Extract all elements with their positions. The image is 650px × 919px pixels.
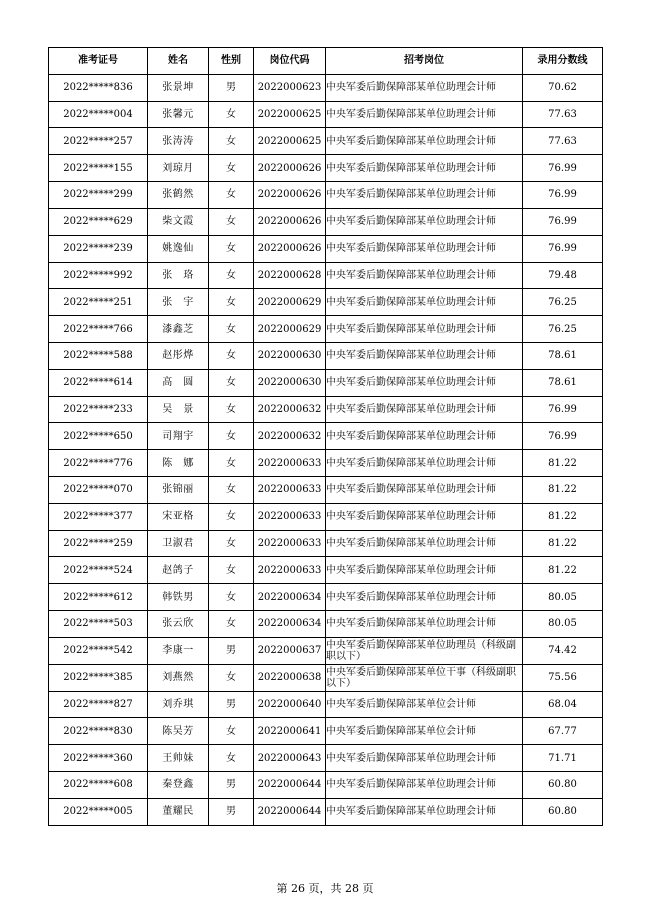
cell-position: 中央军委后勤保障部某单位助理会计师	[326, 423, 523, 450]
cell-exam-id: 2022*****360	[49, 745, 148, 772]
cell-exam-id: 2022*****836	[49, 74, 148, 101]
cell-exam-id: 2022*****542	[49, 637, 148, 664]
cell-exam-id: 2022*****629	[49, 208, 148, 235]
table-row	[49, 477, 603, 504]
cell-gender: 女	[209, 477, 254, 504]
cell-exam-id: 2022*****588	[49, 342, 148, 369]
cell-name: 宋亚格	[148, 503, 209, 530]
cell-position: 中央军委后勤保障部某单位助理会计师	[326, 584, 523, 611]
cell-exam-id: 2022*****614	[49, 369, 148, 396]
cell-gender: 女	[209, 262, 254, 289]
cell-position-code: 2022000644	[254, 798, 326, 825]
cell-name: 张 宇	[148, 289, 209, 316]
header-code: 岗位代码	[254, 48, 326, 75]
cell-gender: 女	[209, 155, 254, 182]
cell-position: 中央军委后勤保障部某单位会计师	[326, 691, 523, 718]
cell-gender: 女	[209, 235, 254, 262]
cell-name: 柴文霞	[148, 208, 209, 235]
cell-exam-id: 2022*****992	[49, 262, 148, 289]
cell-exam-id: 2022*****005	[49, 798, 148, 825]
cell-name: 张鹤然	[148, 182, 209, 209]
cell-name: 董耀民	[148, 798, 209, 825]
cell-score: 80.05	[523, 611, 603, 638]
cell-gender: 女	[209, 316, 254, 343]
cell-position-code: 2022000626	[254, 235, 326, 262]
cell-position-code: 2022000632	[254, 423, 326, 450]
cell-position-code: 2022000633	[254, 557, 326, 584]
cell-gender: 男	[209, 74, 254, 101]
table-row	[49, 235, 603, 262]
table-row	[49, 718, 603, 745]
cell-name: 张涛涛	[148, 128, 209, 155]
cell-name: 张景坤	[148, 74, 209, 101]
cell-gender: 男	[209, 798, 254, 825]
cell-exam-id: 2022*****827	[49, 691, 148, 718]
cell-score: 76.99	[523, 155, 603, 182]
cell-gender: 女	[209, 584, 254, 611]
table-row	[49, 342, 603, 369]
cell-gender: 女	[209, 450, 254, 477]
cell-score: 76.99	[523, 235, 603, 262]
cell-exam-id: 2022*****385	[49, 664, 148, 691]
table-row	[49, 798, 603, 825]
cell-gender: 男	[209, 637, 254, 664]
cell-position: 中央军委后勤保障部某单位助理会计师	[326, 262, 523, 289]
cell-gender: 女	[209, 664, 254, 691]
cell-gender: 女	[209, 369, 254, 396]
cell-gender: 男	[209, 771, 254, 798]
cell-position: 中央军委后勤保障部某单位助理会计师	[326, 557, 523, 584]
cell-name: 高 圆	[148, 369, 209, 396]
table-row	[49, 450, 603, 477]
cell-exam-id: 2022*****608	[49, 771, 148, 798]
header-gender: 性别	[209, 48, 254, 75]
cell-name: 韩铁男	[148, 584, 209, 611]
cell-exam-id: 2022*****503	[49, 611, 148, 638]
page-footer: 第 26 页，共 28 页	[276, 882, 374, 895]
cell-score: 77.63	[523, 128, 603, 155]
cell-position: 中央军委后勤保障部某单位干事（科级副职以下）	[326, 664, 523, 691]
cell-position: 中央军委后勤保障部某单位助理会计师	[326, 745, 523, 772]
results-table	[48, 47, 603, 826]
cell-exam-id: 2022*****650	[49, 423, 148, 450]
cell-position-code: 2022000637	[254, 637, 326, 664]
cell-score: 79.48	[523, 262, 603, 289]
cell-gender: 女	[209, 182, 254, 209]
cell-position-code: 2022000625	[254, 101, 326, 128]
cell-position-code: 2022000633	[254, 450, 326, 477]
cell-position-code: 2022000634	[254, 611, 326, 638]
cell-score: 67.77	[523, 718, 603, 745]
cell-gender: 女	[209, 423, 254, 450]
table-row	[49, 369, 603, 396]
table-row	[49, 262, 603, 289]
table-row	[49, 664, 603, 691]
cell-score: 78.61	[523, 342, 603, 369]
cell-score: 60.80	[523, 798, 603, 825]
cell-name: 张云欣	[148, 611, 209, 638]
cell-gender: 女	[209, 530, 254, 557]
cell-name: 秦登鑫	[148, 771, 209, 798]
header-position: 招考岗位	[326, 48, 523, 75]
cell-gender: 女	[209, 396, 254, 423]
cell-position: 中央军委后勤保障部某单位助理会计师	[326, 208, 523, 235]
table-row	[49, 530, 603, 557]
cell-score: 76.99	[523, 396, 603, 423]
table-row	[49, 503, 603, 530]
table-row	[49, 637, 603, 664]
cell-exam-id: 2022*****257	[49, 128, 148, 155]
cell-name: 张锦丽	[148, 477, 209, 504]
cell-position: 中央军委后勤保障部某单位助理会计师	[326, 74, 523, 101]
table-row	[49, 423, 603, 450]
cell-name: 漆鑫芝	[148, 316, 209, 343]
cell-score: 70.62	[523, 74, 603, 101]
cell-gender: 女	[209, 208, 254, 235]
cell-position: 中央军委后勤保障部某单位助理会计师	[326, 530, 523, 557]
cell-name: 张 珞	[148, 262, 209, 289]
cell-position: 中央军委后勤保障部某单位助理会计师	[326, 128, 523, 155]
cell-score: 75.56	[523, 664, 603, 691]
table-row	[49, 691, 603, 718]
cell-gender: 女	[209, 128, 254, 155]
cell-name: 刘乔琪	[148, 691, 209, 718]
cell-exam-id: 2022*****299	[49, 182, 148, 209]
cell-position: 中央军委后勤保障部某单位助理会计师	[326, 182, 523, 209]
cell-score: 76.99	[523, 182, 603, 209]
cell-score: 76.25	[523, 289, 603, 316]
table-row	[49, 396, 603, 423]
cell-position-code: 2022000641	[254, 718, 326, 745]
table-row	[49, 182, 603, 209]
cell-gender: 女	[209, 745, 254, 772]
table-row	[49, 557, 603, 584]
cell-score: 81.22	[523, 477, 603, 504]
cell-position: 中央军委后勤保障部某单位助理会计师	[326, 611, 523, 638]
cell-position: 中央军委后勤保障部某单位助理会计师	[326, 477, 523, 504]
header-score: 录用分数线	[523, 48, 603, 75]
cell-position-code: 2022000633	[254, 477, 326, 504]
cell-name: 赵彤烨	[148, 342, 209, 369]
cell-position-code: 2022000630	[254, 342, 326, 369]
cell-score: 78.61	[523, 369, 603, 396]
cell-gender: 女	[209, 503, 254, 530]
cell-position: 中央军委后勤保障部某单位助理会计师	[326, 503, 523, 530]
table-row	[49, 584, 603, 611]
cell-score: 68.04	[523, 691, 603, 718]
cell-score: 81.22	[523, 450, 603, 477]
cell-position: 中央军委后勤保障部某单位助理会计师	[326, 289, 523, 316]
cell-exam-id: 2022*****251	[49, 289, 148, 316]
cell-position-code: 2022000628	[254, 262, 326, 289]
cell-position: 中央军委后勤保障部某单位助理会计师	[326, 771, 523, 798]
cell-position-code: 2022000626	[254, 155, 326, 182]
cell-name: 刘燕然	[148, 664, 209, 691]
cell-name: 李康一	[148, 637, 209, 664]
table-row	[49, 771, 603, 798]
cell-exam-id: 2022*****524	[49, 557, 148, 584]
cell-exam-id: 2022*****070	[49, 477, 148, 504]
cell-score: 76.25	[523, 316, 603, 343]
cell-score: 81.22	[523, 503, 603, 530]
cell-score: 80.05	[523, 584, 603, 611]
table-row	[49, 745, 603, 772]
cell-score: 77.63	[523, 101, 603, 128]
cell-position-code: 2022000643	[254, 745, 326, 772]
cell-position: 中央军委后勤保障部某单位会计师	[326, 718, 523, 745]
cell-name: 陈 娜	[148, 450, 209, 477]
cell-position-code: 2022000629	[254, 316, 326, 343]
cell-position: 中央军委后勤保障部某单位助理会计师	[326, 155, 523, 182]
cell-exam-id: 2022*****239	[49, 235, 148, 262]
cell-position-code: 2022000626	[254, 182, 326, 209]
cell-name: 赵鸽子	[148, 557, 209, 584]
table-row	[49, 611, 603, 638]
cell-position: 中央军委后勤保障部某单位助理会计师	[326, 396, 523, 423]
cell-score: 81.22	[523, 530, 603, 557]
cell-name: 王帅妹	[148, 745, 209, 772]
cell-name: 吴 景	[148, 396, 209, 423]
cell-exam-id: 2022*****377	[49, 503, 148, 530]
cell-exam-id: 2022*****233	[49, 396, 148, 423]
cell-exam-id: 2022*****155	[49, 155, 148, 182]
cell-gender: 男	[209, 691, 254, 718]
cell-name: 陈吴芳	[148, 718, 209, 745]
cell-score: 81.22	[523, 557, 603, 584]
table-row	[49, 101, 603, 128]
cell-exam-id: 2022*****830	[49, 718, 148, 745]
cell-position-code: 2022000633	[254, 530, 326, 557]
cell-score: 71.71	[523, 745, 603, 772]
cell-position-code: 2022000626	[254, 208, 326, 235]
cell-position: 中央军委后勤保障部某单位助理会计师	[326, 235, 523, 262]
cell-name: 司翔宇	[148, 423, 209, 450]
cell-score: 76.99	[523, 423, 603, 450]
cell-name: 姚逸仙	[148, 235, 209, 262]
cell-name: 卫淑君	[148, 530, 209, 557]
cell-gender: 女	[209, 101, 254, 128]
cell-position-code: 2022000644	[254, 771, 326, 798]
cell-position-code: 2022000638	[254, 664, 326, 691]
header-id: 准考证号	[49, 48, 148, 75]
cell-gender: 女	[209, 342, 254, 369]
table-row	[49, 208, 603, 235]
header-name: 姓名	[148, 48, 209, 75]
cell-gender: 女	[209, 557, 254, 584]
cell-exam-id: 2022*****776	[49, 450, 148, 477]
table-row	[49, 74, 603, 101]
cell-position: 中央军委后勤保障部某单位助理会计师	[326, 369, 523, 396]
cell-gender: 女	[209, 611, 254, 638]
cell-position-code: 2022000623	[254, 74, 326, 101]
table-row	[49, 316, 603, 343]
cell-score: 74.42	[523, 637, 603, 664]
cell-position-code: 2022000634	[254, 584, 326, 611]
cell-score: 76.99	[523, 208, 603, 235]
cell-position-code: 2022000625	[254, 128, 326, 155]
header-row	[49, 48, 603, 75]
cell-score: 60.80	[523, 771, 603, 798]
cell-position: 中央军委后勤保障部某单位助理员（科级副职以下）	[326, 637, 523, 664]
cell-gender: 女	[209, 718, 254, 745]
cell-position-code: 2022000640	[254, 691, 326, 718]
cell-position: 中央军委后勤保障部某单位助理会计师	[326, 342, 523, 369]
cell-exam-id: 2022*****766	[49, 316, 148, 343]
cell-position: 中央军委后勤保障部某单位助理会计师	[326, 798, 523, 825]
table-row	[49, 128, 603, 155]
cell-position-code: 2022000629	[254, 289, 326, 316]
cell-exam-id: 2022*****259	[49, 530, 148, 557]
cell-position-code: 2022000630	[254, 369, 326, 396]
cell-position: 中央军委后勤保障部某单位助理会计师	[326, 316, 523, 343]
cell-position: 中央军委后勤保障部某单位助理会计师	[326, 450, 523, 477]
cell-position-code: 2022000632	[254, 396, 326, 423]
cell-position-code: 2022000633	[254, 503, 326, 530]
cell-gender: 女	[209, 289, 254, 316]
cell-exam-id: 2022*****612	[49, 584, 148, 611]
cell-name: 刘琼月	[148, 155, 209, 182]
cell-position: 中央军委后勤保障部某单位助理会计师	[326, 101, 523, 128]
cell-name: 张馨元	[148, 101, 209, 128]
cell-exam-id: 2022*****004	[49, 101, 148, 128]
table-row	[49, 155, 603, 182]
table-row	[49, 289, 603, 316]
